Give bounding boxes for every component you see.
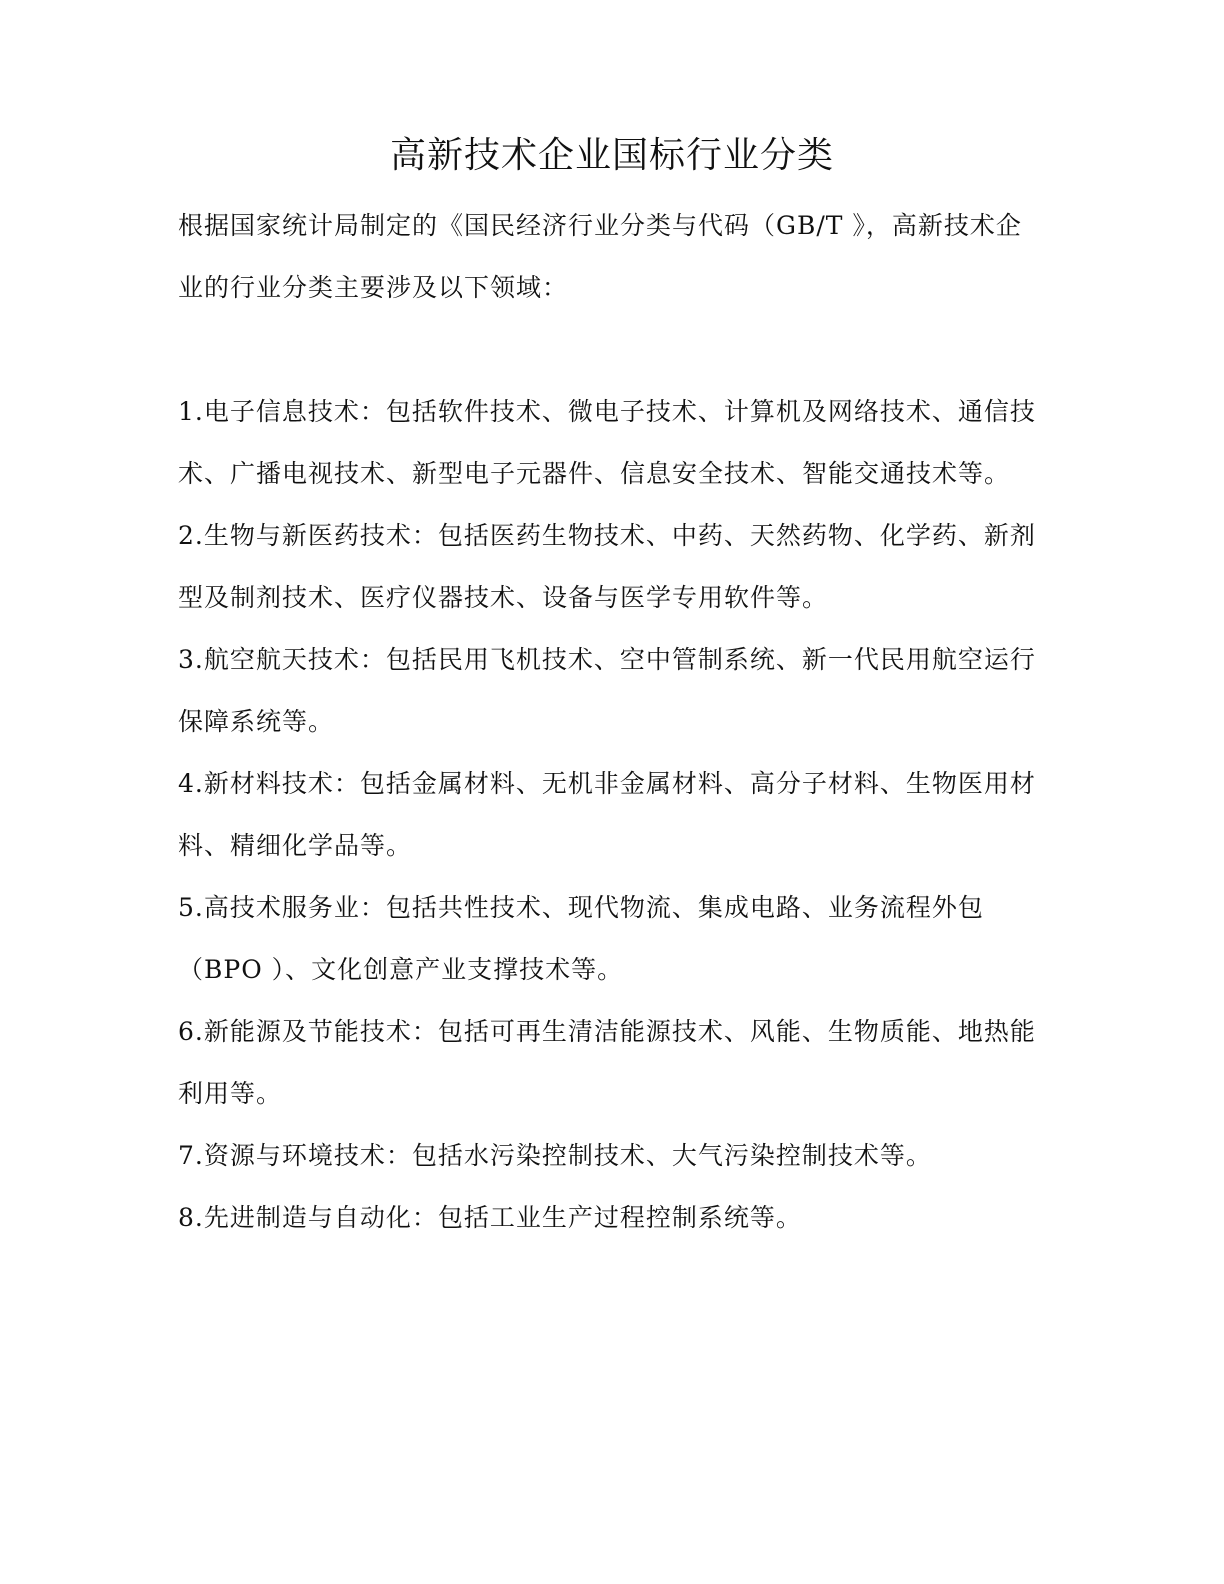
list-item: 3.航空航天技术：包括民用飞机技术、空中管制系统、新一代民用航空运行保障系统等。 (178, 645, 1036, 736)
list-item: 8.先进制造与自动化：包括工业生产过程控制系统等。 (178, 1203, 802, 1232)
intro-paragraph: 根据国家统计局制定的《国民经济行业分类与代码（GB/T 》，高新技术企业的行业分类主要涉及以下领域： (178, 211, 1022, 302)
list-item: 2.生物与新医药技术：包括医药生物技术、中药、天然药物、化学药、新剂型及制剂技术、医疗仪器技术、设备与医学专用软件等。 (178, 521, 1036, 612)
list-item: 5.高技术服务业：包括共性技术、现代物流、集成电路、业务流程外包（BPO ）、文化创意产业支撑技术等。 (178, 893, 984, 984)
list-item: 7.资源与环境技术：包括水污染控制技术、大气污染控制技术等。 (178, 1141, 932, 1170)
list-item: 6.新能源及节能技术：包括可再生清洁能源技术、风能、生物质能、地热能利用等。 (178, 1017, 1036, 1108)
document-title: 高新技术企业国标行业分类 (389, 135, 834, 176)
industry-list (178, 381, 1038, 1249)
list-item: 1.电子信息技术：包括软件技术、微电子技术、计算机及网络技术、通信技术、广播电视技术、新型电子元器件、信息安全技术、智能交通技术等。 (178, 397, 1036, 488)
list-item: 4.新材料技术：包括金属材料、无机非金属材料、高分子材料、生物医用材料、精细化学品等。 (178, 769, 1036, 860)
